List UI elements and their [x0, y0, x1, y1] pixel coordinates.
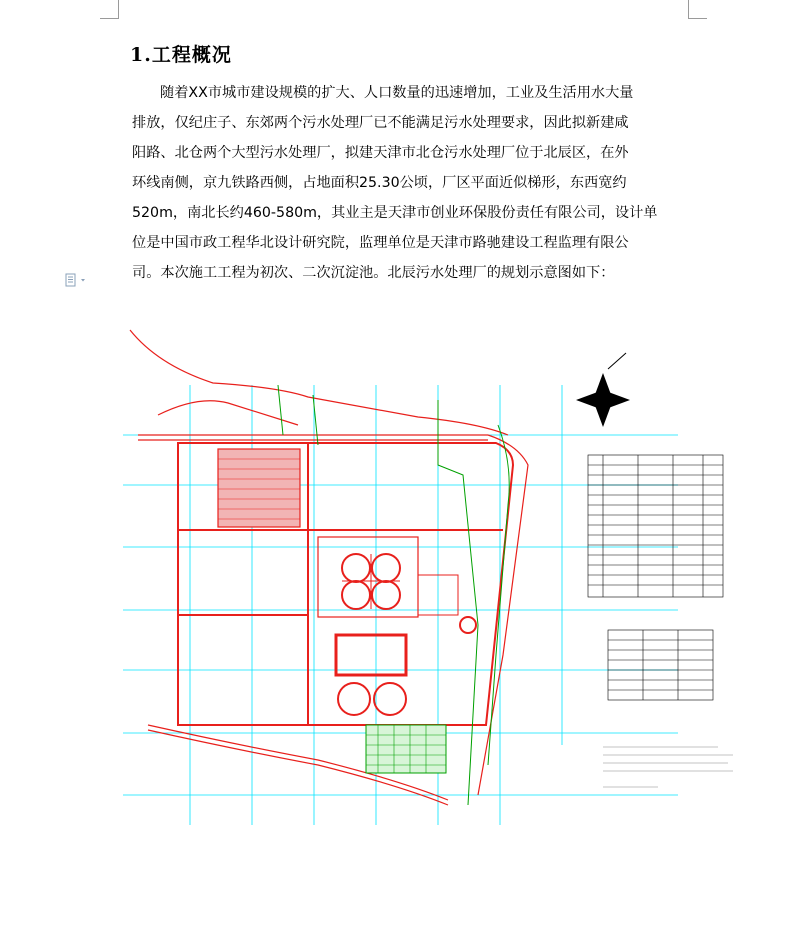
page-corner-mark-left [100, 0, 119, 19]
page-corner-mark-right [688, 0, 707, 19]
paragraph-line: 排放，仅纪庄子、东郊两个污水处理厂已不能满足污水处理要求，因此拟新建咸 [132, 115, 629, 131]
document-options-icon[interactable] [64, 272, 90, 286]
paragraph-line: 司。本次施工工程为初次、二次沉淀池。北辰污水处理厂的规划示意图如下： [132, 265, 615, 281]
legend-table [588, 455, 723, 597]
site-plan-drawing [118, 325, 738, 845]
paragraph-line: 阳路、北仓两个大型污水处理厂，拟建天津市北仓污水处理厂位于北辰区，在外 [132, 145, 629, 161]
paragraph-line: 随着XX市城市建设规模的扩大、人口数量的迅速增加，工业及生活用水大量 [160, 85, 634, 101]
body-paragraph [132, 78, 692, 288]
north-compass-icon [576, 353, 630, 427]
legend-table-secondary [608, 630, 713, 700]
section-heading: 1.工程概况 [130, 44, 232, 66]
paragraph-line: 位是中国市政工程华北设计研究院，监理单位是天津市路驰建设工程监理有限公 [132, 235, 629, 251]
paragraph-line: 520m，南北长约460-580m，其业主是天津市创业环保股份责任有限公司，设计单 [132, 205, 658, 221]
paragraph-line: 环线南侧，京九铁路西侧，占地面积25.30公顷，厂区平面近似梯形，东西宽约 [132, 175, 627, 191]
